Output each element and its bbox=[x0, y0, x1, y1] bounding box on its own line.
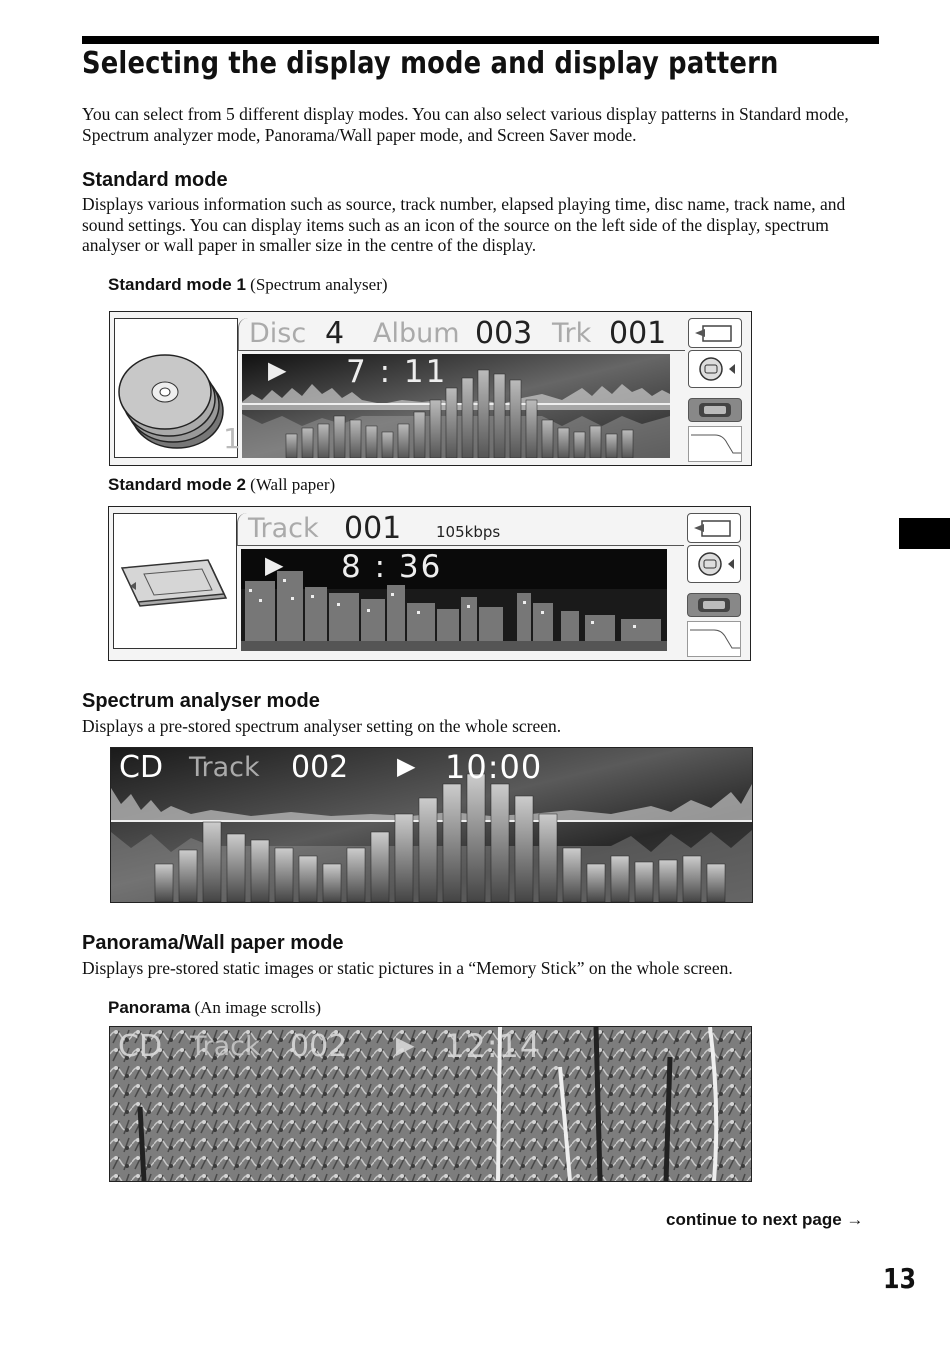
track-label: Track bbox=[189, 752, 260, 783]
trk-label: Trk bbox=[552, 318, 592, 349]
page-title: Selecting the display mode and display pattern bbox=[82, 46, 779, 81]
caption-rest: (Spectrum analyser) bbox=[245, 275, 388, 294]
disc-value: 4 bbox=[325, 316, 345, 351]
panorama-caption bbox=[108, 998, 321, 1018]
page-number: 13 bbox=[883, 1262, 917, 1295]
disc-stack-icon bbox=[115, 319, 237, 457]
panorama-mode-heading: Panorama/Wall paper mode bbox=[82, 932, 344, 954]
album-value: 003 bbox=[475, 316, 533, 351]
panorama-mode-description: Displays pre-stored static images or static pictures in a “Memory Stick” on the whole screen. bbox=[82, 958, 733, 978]
track-value: 002 bbox=[291, 750, 349, 785]
album-label: Album bbox=[373, 318, 460, 349]
eq-curve-icon bbox=[687, 621, 741, 657]
trk-value: 001 bbox=[609, 316, 667, 351]
top-rule bbox=[82, 36, 879, 44]
play-icon: ▶ bbox=[265, 551, 284, 579]
disc-label: Disc bbox=[249, 318, 307, 349]
source-icon-panel bbox=[113, 513, 237, 649]
elapsed-time: 10:00 bbox=[445, 748, 543, 786]
continue-to-next-page: continue to next page → bbox=[666, 1210, 864, 1229]
info-strip bbox=[237, 513, 684, 546]
standard-mode-2-caption bbox=[108, 475, 335, 495]
elapsed-time: 8 : 36 bbox=[341, 549, 443, 585]
source-label: CD bbox=[119, 750, 164, 785]
caption-bold: Standard mode 2 bbox=[108, 475, 246, 494]
play-icon: ▶ bbox=[396, 1031, 415, 1059]
track-label: Track bbox=[190, 1031, 261, 1062]
sound-icon[interactable] bbox=[687, 593, 741, 617]
track-value: 001 bbox=[344, 511, 402, 546]
dial-icon[interactable] bbox=[688, 350, 742, 388]
caption-rest: (Wall paper) bbox=[245, 475, 336, 494]
spectrum-bars bbox=[242, 354, 670, 458]
source-icon[interactable] bbox=[688, 318, 742, 348]
spectrum-view bbox=[242, 354, 670, 458]
track-label: Track bbox=[248, 513, 319, 544]
info-strip bbox=[238, 318, 685, 351]
play-icon: ▶ bbox=[268, 356, 287, 384]
sound-icon[interactable] bbox=[688, 398, 742, 422]
standard-mode-description: Displays various information such as source, track number, elapsed playing time, disc name, track name, and sound settings. You can display items such as an icon of the source on the left side of the display, spectrum analyser or wall paper in smaller size in the centre of the display. bbox=[82, 194, 846, 255]
section-tab bbox=[899, 518, 950, 549]
intro-paragraph: You can select from 5 different display modes. You can also select various display patterns in Standard mode, Spectrum analyzer mode, Panorama/Wall paper mode, and Screen Saver mode. bbox=[82, 104, 849, 145]
panorama-screen bbox=[109, 1026, 752, 1182]
disc-count: 1 bbox=[223, 422, 241, 455]
standard-mode-1-caption bbox=[108, 275, 388, 295]
source-label: CD bbox=[118, 1029, 163, 1064]
dial-icon[interactable] bbox=[687, 545, 741, 583]
spectrum-analyser-screen bbox=[110, 747, 753, 903]
standard-mode-1-screen bbox=[109, 311, 752, 466]
city-night-wallpaper bbox=[241, 549, 667, 651]
caption-bold: Standard mode 1 bbox=[108, 275, 246, 294]
track-value: 002 bbox=[290, 1029, 348, 1064]
source-icon[interactable] bbox=[687, 513, 741, 543]
play-icon: ▶ bbox=[397, 752, 416, 780]
spectrum-mode-heading: Spectrum analyser mode bbox=[82, 690, 320, 712]
spectrum-mode-description: Displays a pre-stored spectrum analyser setting on the whole screen. bbox=[82, 716, 562, 736]
standard-mode-heading: Standard mode bbox=[82, 169, 228, 191]
elapsed-time: 12:14 bbox=[444, 1027, 542, 1065]
caption-rest: (An image scrolls) bbox=[190, 998, 321, 1017]
caption-bold: Panorama bbox=[108, 998, 191, 1017]
wallpaper-view bbox=[241, 549, 667, 651]
standard-mode-2-screen bbox=[108, 506, 751, 661]
elapsed-time: 7 : 11 bbox=[346, 354, 448, 390]
eq-curve-icon bbox=[688, 426, 742, 462]
control-column bbox=[688, 318, 746, 460]
bitrate: 105kbps bbox=[436, 523, 501, 541]
source-icon-panel bbox=[114, 318, 241, 458]
control-column bbox=[687, 513, 745, 655]
memory-stick-icon bbox=[114, 514, 236, 648]
